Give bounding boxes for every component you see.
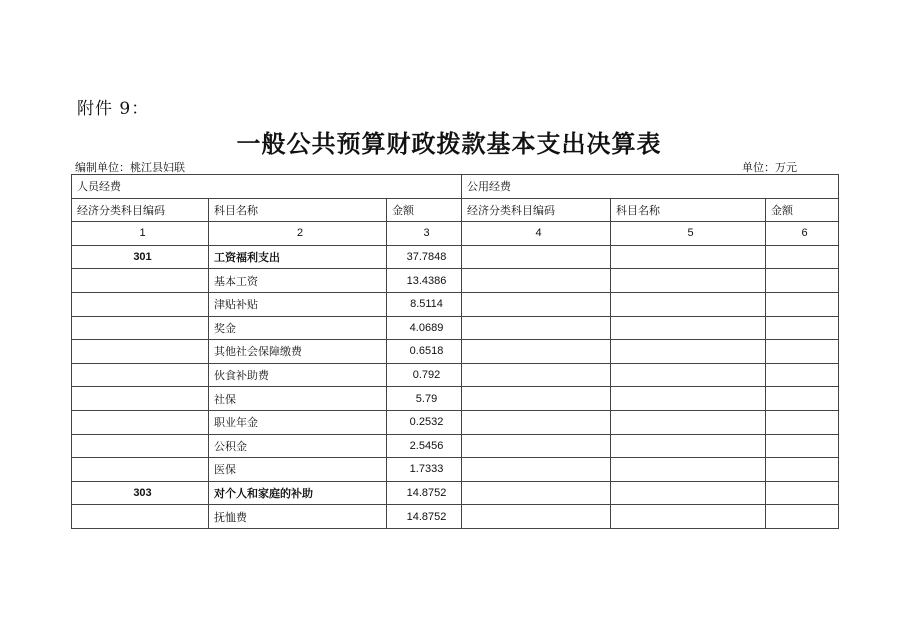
public-econ-code-cell: [462, 434, 611, 458]
subject-name-cell: 职业年金: [209, 410, 387, 434]
public-amount-cell: [766, 505, 839, 529]
public-econ-code-cell: [462, 245, 611, 269]
header-amount: 金额: [387, 198, 462, 222]
public-subject-name-cell: [611, 245, 766, 269]
subject-name-cell: 基本工资: [209, 269, 387, 293]
public-amount-cell: [766, 481, 839, 505]
index-cell: 1: [72, 222, 209, 246]
amount-cell: 14.8752: [387, 505, 462, 529]
subject-name-cell: 其他社会保障缴费: [209, 340, 387, 364]
subject-name-cell: 对个人和家庭的补助: [209, 481, 387, 505]
public-amount-cell: [766, 458, 839, 482]
econ-code-cell: [72, 363, 209, 387]
public-amount-cell: [766, 269, 839, 293]
public-econ-code-cell: [462, 458, 611, 482]
section-header-row: [72, 175, 839, 199]
amount-cell: 5.79: [387, 387, 462, 411]
public-subject-name-cell: [611, 410, 766, 434]
public-amount-cell: [766, 245, 839, 269]
index-cell: 3: [387, 222, 462, 246]
public-econ-code-cell: [462, 340, 611, 364]
subject-name-cell: 奖金: [209, 316, 387, 340]
public-subject-name-cell: [611, 458, 766, 482]
subject-name-cell: 社保: [209, 387, 387, 411]
econ-code-cell: [72, 269, 209, 293]
public-amount-cell: [766, 316, 839, 340]
table-row: [72, 245, 839, 269]
public-econ-code-cell: [462, 387, 611, 411]
budget-table: [71, 174, 839, 529]
public-amount-cell: [766, 410, 839, 434]
section-public: 公用经费: [462, 175, 839, 199]
table-row: [72, 316, 839, 340]
subject-name-cell: 伙食补助费: [209, 363, 387, 387]
index-row: [72, 222, 839, 246]
econ-code-cell: [72, 505, 209, 529]
econ-code-cell: [72, 316, 209, 340]
subject-name-cell: 津贴补贴: [209, 292, 387, 316]
amount-cell: 0.2532: [387, 410, 462, 434]
header-subject-name: 科目名称: [209, 198, 387, 222]
public-econ-code-cell: [462, 505, 611, 529]
subject-name-cell: 抚恤费: [209, 505, 387, 529]
public-subject-name-cell: [611, 387, 766, 411]
amount-cell: 13.4386: [387, 269, 462, 293]
table-row: [72, 340, 839, 364]
table-row: [72, 410, 839, 434]
public-econ-code-cell: [462, 269, 611, 293]
table-row: [72, 434, 839, 458]
econ-code-cell: [72, 387, 209, 411]
public-amount-cell: [766, 363, 839, 387]
public-subject-name-cell: [611, 316, 766, 340]
public-subject-name-cell: [611, 269, 766, 293]
column-header-row: [72, 198, 839, 222]
amount-cell: 4.0689: [387, 316, 462, 340]
table-row: [72, 292, 839, 316]
prepared-by-label: 编制单位：桃江县妇联: [75, 161, 185, 174]
table-row: [72, 387, 839, 411]
public-subject-name-cell: [611, 340, 766, 364]
header-amount-public: 金额: [766, 198, 839, 222]
public-amount-cell: [766, 434, 839, 458]
public-subject-name-cell: [611, 481, 766, 505]
public-econ-code-cell: [462, 410, 611, 434]
attachment-label: 附件 9：: [77, 99, 150, 119]
amount-cell: 8.5114: [387, 292, 462, 316]
public-econ-code-cell: [462, 481, 611, 505]
document-title: 一般公共预算财政拨款基本支出决算表: [236, 129, 662, 158]
index-cell: 6: [766, 222, 839, 246]
section-personnel: 人员经费: [72, 175, 462, 199]
econ-code-cell: 301: [72, 245, 209, 269]
subject-name-cell: 公积金: [209, 434, 387, 458]
econ-code-cell: [72, 292, 209, 316]
econ-code-cell: [72, 458, 209, 482]
public-amount-cell: [766, 340, 839, 364]
index-cell: 2: [209, 222, 387, 246]
amount-cell: 14.8752: [387, 481, 462, 505]
amount-cell: 37.7848: [387, 245, 462, 269]
table-row: [72, 481, 839, 505]
public-econ-code-cell: [462, 292, 611, 316]
econ-code-cell: 303: [72, 481, 209, 505]
public-econ-code-cell: [462, 363, 611, 387]
amount-cell: 0.792: [387, 363, 462, 387]
table-row: [72, 269, 839, 293]
subject-name-cell: 工资福利支出: [209, 245, 387, 269]
header-subject-name-public: 科目名称: [611, 198, 766, 222]
table-row: [72, 363, 839, 387]
subject-name-cell: 医保: [209, 458, 387, 482]
public-subject-name-cell: [611, 292, 766, 316]
amount-cell: 2.5456: [387, 434, 462, 458]
table-row: [72, 505, 839, 529]
econ-code-cell: [72, 410, 209, 434]
index-cell: 4: [462, 222, 611, 246]
table-row: [72, 458, 839, 482]
public-subject-name-cell: [611, 363, 766, 387]
public-econ-code-cell: [462, 316, 611, 340]
public-subject-name-cell: [611, 505, 766, 529]
amount-cell: 0.6518: [387, 340, 462, 364]
amount-cell: 1.7333: [387, 458, 462, 482]
unit-label: 单位：万元: [742, 161, 797, 174]
econ-code-cell: [72, 340, 209, 364]
header-econ-code-public: 经济分类科目编码: [462, 198, 611, 222]
econ-code-cell: [72, 434, 209, 458]
index-cell: 5: [611, 222, 766, 246]
public-subject-name-cell: [611, 434, 766, 458]
header-econ-code: 经济分类科目编码: [72, 198, 209, 222]
public-amount-cell: [766, 387, 839, 411]
public-amount-cell: [766, 292, 839, 316]
